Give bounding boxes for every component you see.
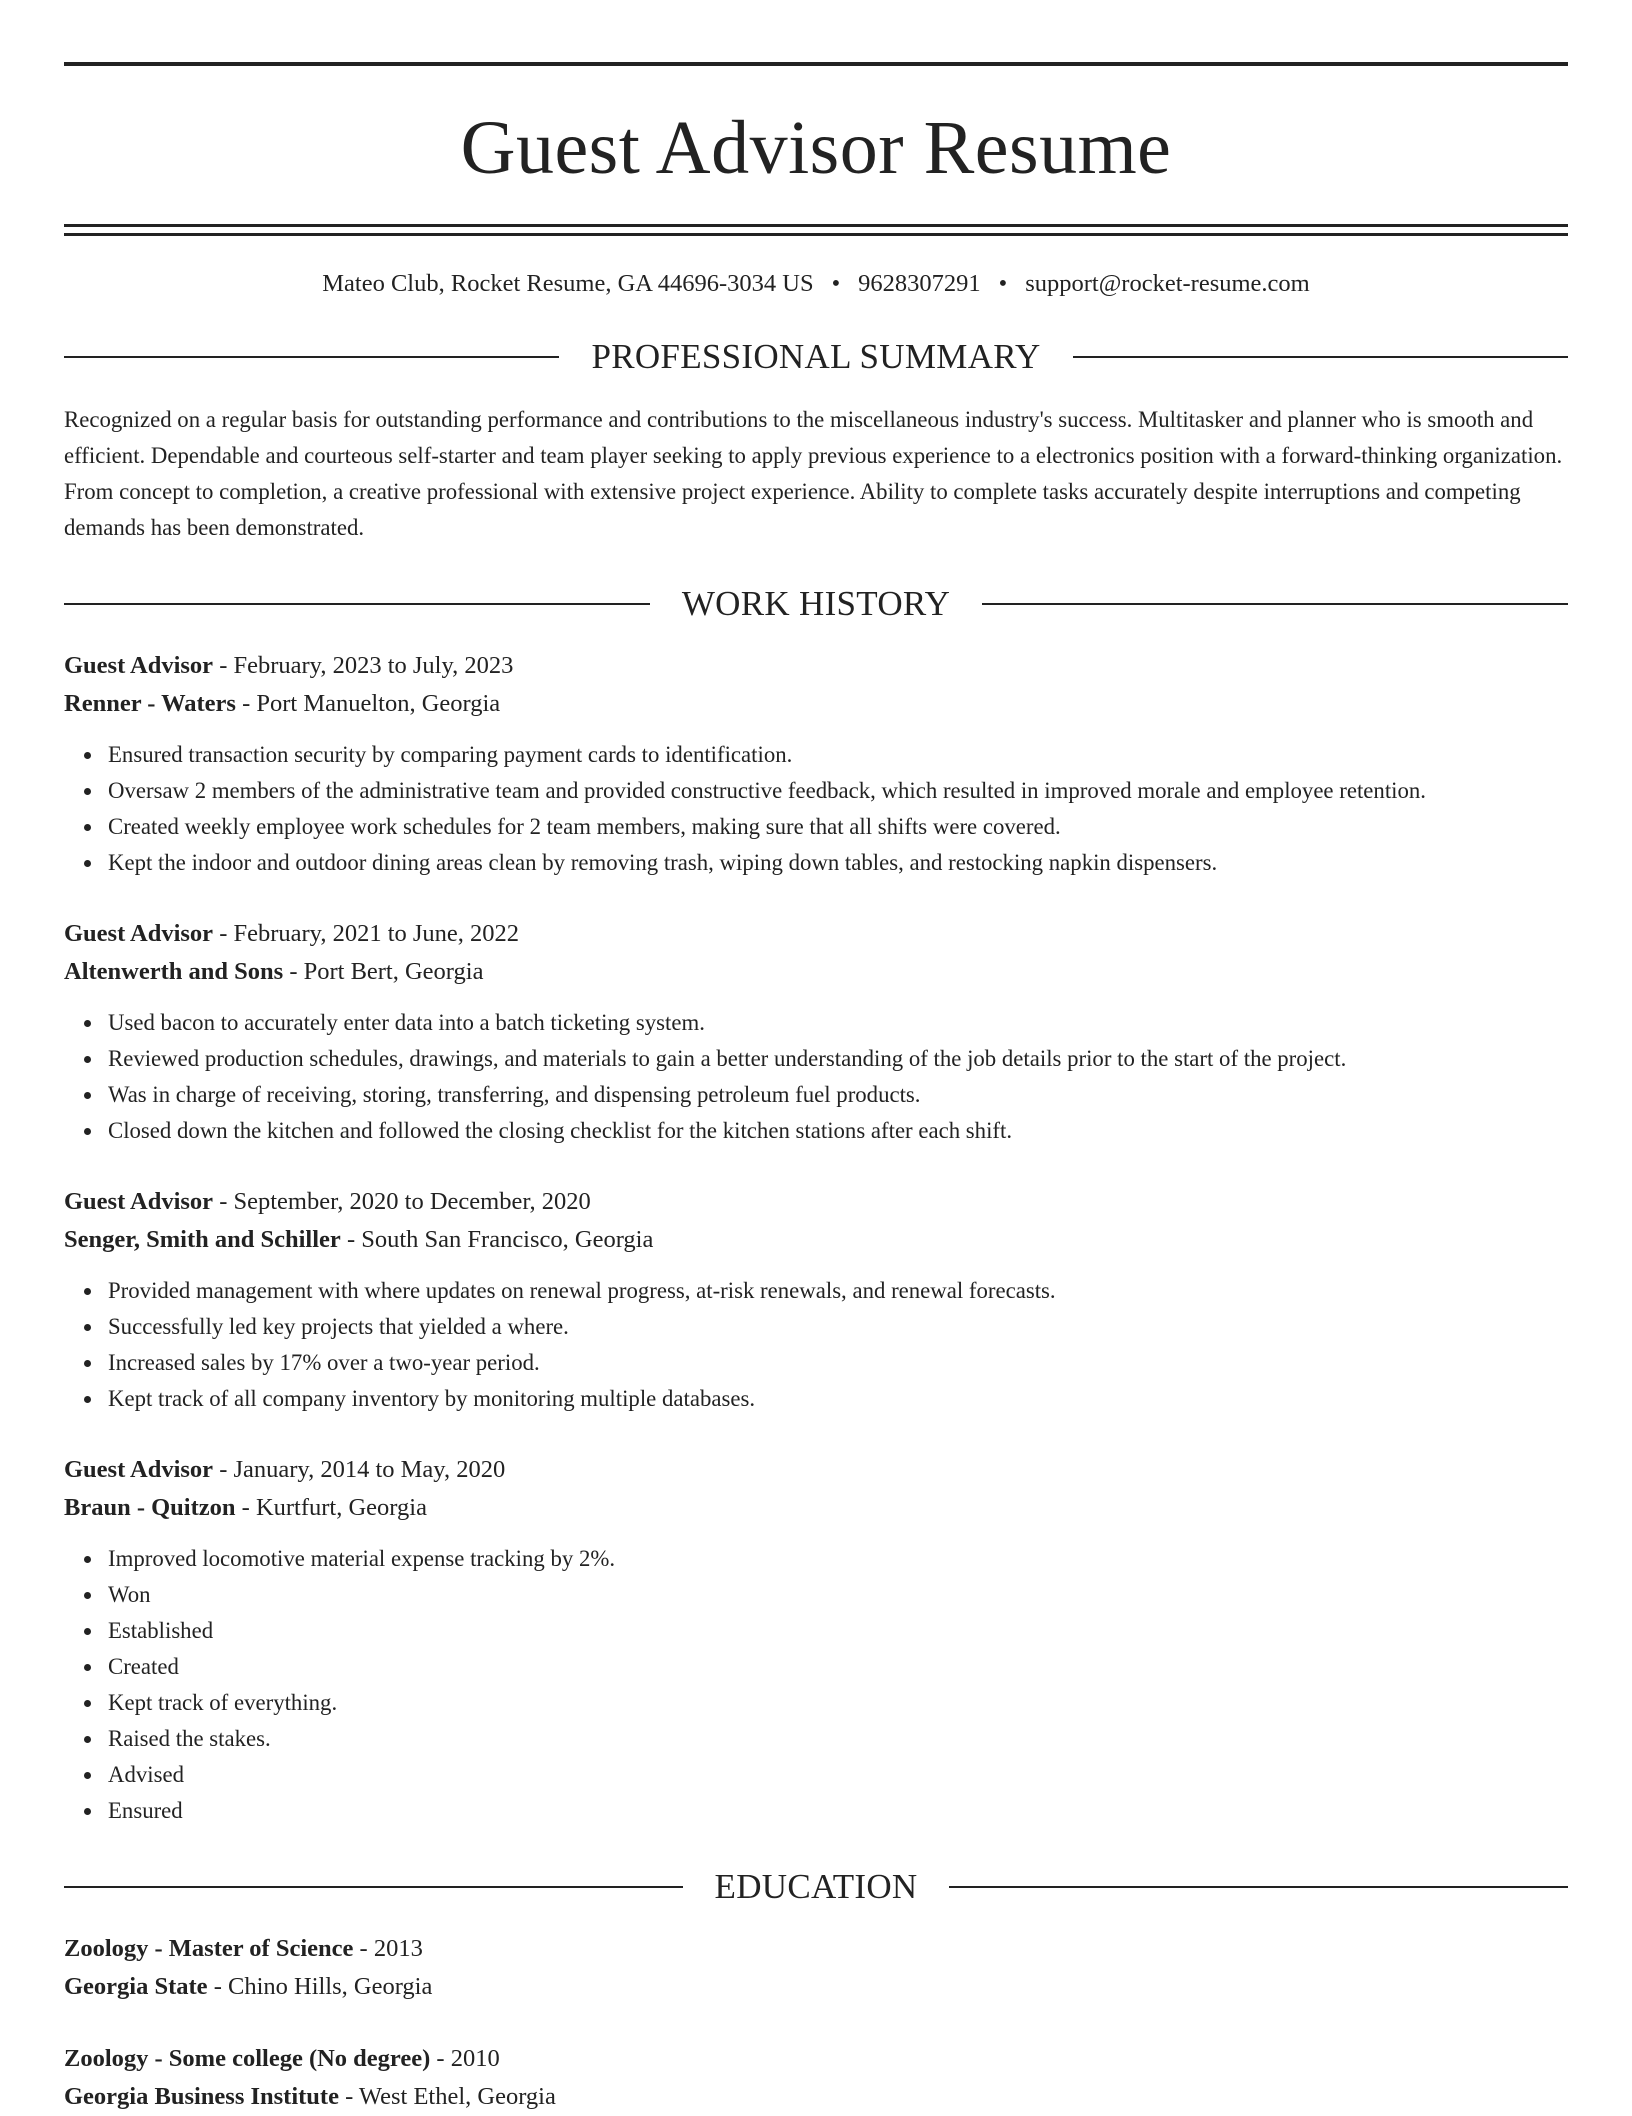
job-entry <box>64 1183 1568 1417</box>
degree: Zoology - Master of Science <box>64 1935 354 1962</box>
contact-email: support@rocket-resume.com <box>1025 270 1310 297</box>
heading-rule <box>982 603 1568 605</box>
job-company: Renner - Waters <box>64 690 236 717</box>
job-duty-item: Won <box>108 1577 1568 1613</box>
job-duty-item: Successfully led key projects that yielded a where. <box>108 1309 1568 1345</box>
contact-address: Mateo Club, Rocket Resume, GA 44696-3034 US <box>322 270 814 297</box>
work-heading: WORK HISTORY <box>681 584 951 623</box>
contact-separator: • <box>831 270 841 297</box>
education-entry <box>64 1930 1568 2006</box>
title-double-rule <box>64 224 1568 235</box>
job-title-line <box>64 915 1568 953</box>
job-title: Guest Advisor <box>64 1188 214 1215</box>
graduation-year: - 2013 <box>353 1935 423 1962</box>
school-location: - West Ethel, Georgia <box>338 2083 556 2110</box>
school-location: - Chino Hills, Georgia <box>207 1973 433 2000</box>
job-company-line <box>64 685 1568 723</box>
heading-rule <box>949 1886 1568 1888</box>
job-duty-item: Provided management with where updates on renewal progress, at-risk renewals, and renewal forecasts. <box>108 1273 1568 1309</box>
top-rule <box>64 62 1568 66</box>
job-company: Senger, Smith and Schiller <box>64 1226 341 1253</box>
job-duty-item: Created weekly employee work schedules for 2 team members, making sure that all shifts were covered. <box>108 809 1568 845</box>
school-line <box>64 1968 1568 2006</box>
resume-content <box>64 62 1568 2116</box>
job-duty-item: Advised <box>108 1757 1568 1793</box>
job-location: - Port Bert, Georgia <box>283 958 484 985</box>
education-section-heading <box>64 1867 1568 1907</box>
job-duty-item: Kept track of everything. <box>108 1685 1568 1721</box>
job-duty-item: Kept the indoor and outdoor dining areas clean by removing trash, wiping down tables, and restocking napkin dispensers. <box>108 845 1568 881</box>
job-duty-item: Was in charge of receiving, storing, transferring, and dispensing petroleum fuel products. <box>108 1077 1568 1113</box>
heading-rule <box>1073 356 1568 358</box>
job-duty-item: Ensured transaction security by comparing payment cards to identification. <box>108 737 1568 773</box>
job-company: Altenwerth and Sons <box>64 958 284 985</box>
job-company-line <box>64 1489 1568 1527</box>
job-duty-item: Reviewed production schedules, drawings, and materials to gain a better understanding of the job details prior to the start of the project. <box>108 1041 1568 1077</box>
job-dates: - January, 2014 to May, 2020 <box>213 1456 506 1483</box>
degree-line <box>64 1930 1568 1968</box>
job-title-line <box>64 1451 1568 1489</box>
job-title: Guest Advisor <box>64 652 214 679</box>
school-name: Georgia State <box>64 1973 208 2000</box>
summary-text: Recognized on a regular basis for outstanding performance and contributions to the miscellaneous industry's success. Multitasker and planner who is smooth and efficient. Dependable and courteous self-starter and team player seeking to apply previous experience to a electronics position with a forward-thinking organization. From concept to completion, a creative professional with extensive project experience. Ability to complete tasks accurately despite interruptions and competing demands has been demonstrated. <box>64 407 1563 540</box>
education-list <box>64 1930 1568 2116</box>
contact-separator: • <box>998 270 1008 297</box>
job-location: - Port Manuelton, Georgia <box>235 690 501 717</box>
education-heading: EDUCATION <box>714 1867 918 1906</box>
job-company-line <box>64 1221 1568 1259</box>
work-section-heading <box>64 584 1568 624</box>
job-duty-item: Closed down the kitchen and followed the closing checklist for the kitchen stations after each shift. <box>108 1113 1568 1149</box>
summary-heading: PROFESSIONAL SUMMARY <box>591 337 1041 376</box>
job-duty-item: Oversaw 2 members of the administrative team and provided constructive feedback, which resulted in improved morale and employee retention. <box>108 773 1568 809</box>
education-entry <box>64 2040 1568 2116</box>
heading-rule <box>64 1886 683 1888</box>
job-duties-list <box>64 1541 1568 1829</box>
resume-title: Guest Advisor Resume <box>460 106 1172 190</box>
job-dates: - February, 2021 to June, 2022 <box>213 920 520 947</box>
job-dates: - February, 2023 to July, 2023 <box>213 652 514 679</box>
degree-line <box>64 2040 1568 2078</box>
graduation-year: - 2010 <box>430 2045 500 2072</box>
job-duties-list <box>64 737 1568 881</box>
job-duty-item: Used bacon to accurately enter data into a batch ticketing system. <box>108 1005 1568 1041</box>
job-dates: - September, 2020 to December, 2020 <box>213 1188 591 1215</box>
heading-rule <box>64 603 650 605</box>
job-duty-item: Ensured <box>108 1793 1568 1829</box>
job-location: - South San Francisco, Georgia <box>340 1226 654 1253</box>
job-title: Guest Advisor <box>64 920 214 947</box>
degree: Zoology - Some college (No degree) <box>64 2045 431 2072</box>
job-duty-item: Kept track of all company inventory by monitoring multiple databases. <box>108 1381 1568 1417</box>
contact-phone: 9628307291 <box>858 270 981 297</box>
job-location: - Kurtfurt, Georgia <box>235 1494 427 1521</box>
job-duty-item: Raised the stakes. <box>108 1721 1568 1757</box>
job-title: Guest Advisor <box>64 1456 214 1483</box>
job-duties-list <box>64 1005 1568 1149</box>
job-company: Braun - Quitzon <box>64 1494 236 1521</box>
contact-line <box>64 269 1568 299</box>
job-entry <box>64 915 1568 1149</box>
job-duty-item: Established <box>108 1613 1568 1649</box>
job-entry <box>64 1451 1568 1829</box>
summary-section-heading <box>64 337 1568 377</box>
job-title-line <box>64 647 1568 685</box>
job-duties-list <box>64 1273 1568 1417</box>
heading-rule <box>64 356 559 358</box>
school-name: Georgia Business Institute <box>64 2083 339 2110</box>
job-entry <box>64 647 1568 881</box>
job-duty-item: Created <box>108 1649 1568 1685</box>
job-duty-item: Increased sales by 17% over a two-year period. <box>108 1345 1568 1381</box>
school-line <box>64 2078 1568 2116</box>
work-history-list <box>64 647 1568 1829</box>
job-company-line <box>64 953 1568 991</box>
job-duty-item: Improved locomotive material expense tracking by 2%. <box>108 1541 1568 1577</box>
job-title-line <box>64 1183 1568 1221</box>
